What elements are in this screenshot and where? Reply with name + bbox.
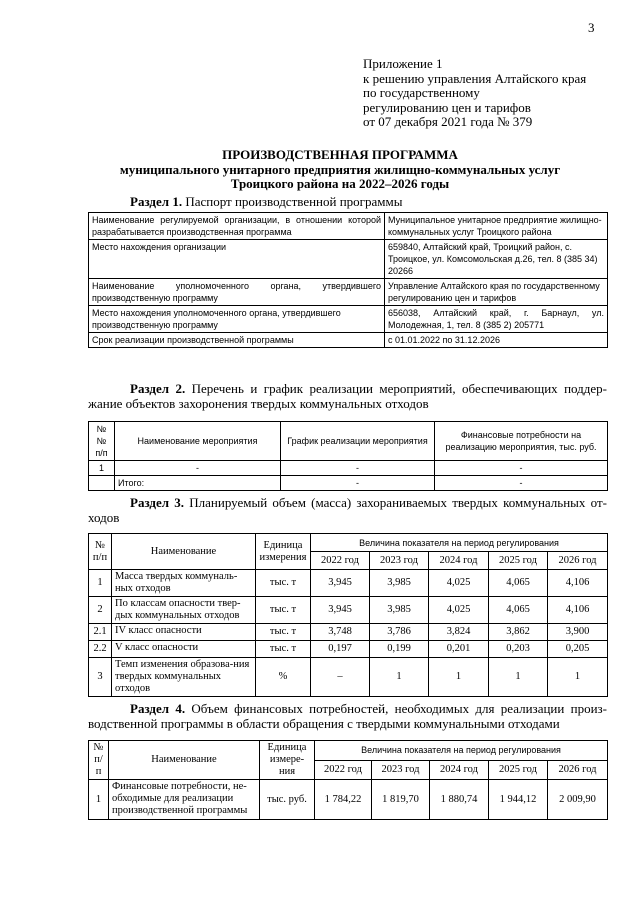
row-num: 2.1 (89, 624, 112, 641)
cell: - (435, 461, 608, 476)
cell (89, 476, 115, 491)
title-line: ПРОИЗВОДСТВЕННАЯ ПРОГРАММА (222, 147, 458, 162)
table-row (89, 780, 608, 820)
measures-table (88, 421, 608, 491)
section4-heading: Раздел 4. Объем финансовых потребностей, необходимых для реализации произ-водственной программы в области обращения с твердыми коммунальными отходами (88, 701, 608, 731)
passport-label: Срок реализации производственной программы (89, 333, 385, 348)
header-measure: Наименование мероприятия (115, 422, 281, 461)
row-unit: % (256, 658, 311, 697)
row-unit: тыс. т (256, 597, 311, 624)
cell: - (115, 461, 281, 476)
row-value: 0,199 (370, 641, 429, 658)
page-number: 3 (588, 20, 595, 35)
header-unit: Единица измерения (256, 534, 311, 570)
row-value: 3,862 (489, 624, 548, 641)
row-value: 1 (489, 658, 548, 697)
table-row (89, 570, 608, 597)
table-row (89, 624, 608, 641)
header-name: Наименование (109, 741, 260, 780)
row-name: По классам опасности твер-дых коммунальных отходов (112, 597, 256, 624)
row-value: 1 944,12 (489, 780, 548, 820)
appendix-line: к решению управления Алтайского края (363, 70, 587, 86)
header-year: 2025 год (489, 552, 548, 570)
row-value: 4,065 (489, 597, 548, 624)
row-value: 1 (429, 658, 489, 697)
row-value: 3,900 (548, 624, 608, 641)
passport-table (88, 212, 608, 348)
section3-heading: Раздел 3. Планируемый объем (масса) захораниваемых твердых коммунальных от-ходов (88, 495, 607, 525)
header-unit: Единица измере-ния (260, 741, 315, 780)
row-num: 3 (89, 658, 112, 697)
header-finance: Финансовые потребности на реализацию мероприятия, тыс. руб. (435, 422, 608, 461)
passport-row (89, 279, 608, 306)
header-schedule: График реализации мероприятия (281, 422, 435, 461)
row-value: 4,025 (429, 597, 489, 624)
row-num: 1 (89, 780, 109, 820)
header-year: 2026 год (548, 760, 608, 780)
header-year: 2025 год (489, 760, 548, 780)
cell: - (435, 476, 608, 491)
row-name: Финансовые потребности, не-обходимые для реализации производственной программы (109, 780, 260, 820)
row-value: – (311, 658, 370, 697)
row-value: 3,945 (311, 570, 370, 597)
row-value: 3,748 (311, 624, 370, 641)
passport-row (89, 306, 608, 333)
passport-label: Наименование регулируемой организации, в отношении которой разрабатывается производственная программа (89, 213, 385, 240)
row-value: 0,201 (429, 641, 489, 658)
appendix-line: по государственному (363, 85, 480, 100)
passport-value: с 01.01.2022 по 31.12.2026 (385, 333, 608, 348)
passport-row (89, 240, 608, 279)
title-line: Троицкого района на 2022–2026 годы (230, 176, 450, 191)
header-num: №№ п/п (89, 422, 115, 461)
header-year: 2022 год (315, 760, 372, 780)
row-unit: тыс. т (256, 641, 311, 658)
row-num: 1 (89, 570, 112, 597)
row-value: 0,205 (548, 641, 608, 658)
table-row (89, 658, 608, 697)
cell: - (281, 476, 435, 491)
finance-table (88, 740, 608, 820)
row-value: 1 784,22 (315, 780, 372, 820)
row-name: Масса твердых коммуналь-ных отходов (112, 570, 256, 597)
row-name: Темп изменения образова-ния твердых коммунальных отходов (112, 658, 256, 697)
appendix-line: от 07 декабря 2021 года № 379 (363, 114, 533, 129)
row-value: 4,106 (548, 597, 608, 624)
header-period: Величина показателя на период регулирования (315, 741, 608, 761)
passport-label: Место нахождения организации (89, 240, 385, 279)
row-value: 3,985 (370, 597, 429, 624)
header-year: 2023 год (372, 760, 430, 780)
row-unit: тыс. т (256, 624, 311, 641)
row-value: 1 (370, 658, 429, 697)
appendix-line: Приложение 1 (363, 56, 443, 71)
passport-label: Место нахождения уполномоченного органа, утвердившего производственную программу (89, 306, 385, 333)
header-year: 2024 год (430, 760, 489, 780)
row-value: 1 (548, 658, 608, 697)
header-num: № п/ п (89, 741, 109, 780)
row-value: 4,025 (429, 570, 489, 597)
passport-row (89, 213, 608, 240)
appendix-line: регулированию цен и тарифов (363, 99, 531, 115)
row-value: 3,945 (311, 597, 370, 624)
passport-value: Управление Алтайского края по государственному регулированию цен и тарифов (385, 279, 608, 306)
passport-value: 656038, Алтайский край, г. Барнаул, ул. Молодежная, 1, тел. 8 (385 2) 205771 (385, 306, 608, 333)
passport-value: Муниципальное унитарное предприятие жилищно-коммунальных услуг Троицкого района (385, 213, 608, 240)
row-value: 3,824 (429, 624, 489, 641)
row-unit: тыс. т (256, 570, 311, 597)
passport-label: Наименование уполномоченного органа, утвердившего производственную программу (89, 279, 385, 306)
row-value: 1 880,74 (430, 780, 489, 820)
passport-value: 659840, Алтайский край, Троицкий район, с. Троицкое, ул. Комсомольская д.26, тел. 8 (385 34) 20266 (385, 240, 608, 279)
section2-heading: Раздел 2. Перечень и график реализации мероприятий, обеспечивающих поддер-жание объектов захоронения твердых коммунальных отходов (88, 381, 607, 411)
row-value: 4,065 (489, 570, 548, 597)
row-value: 0,197 (311, 641, 370, 658)
row-name: IV класс опасности (112, 624, 256, 641)
header-num: № п/п (89, 534, 112, 570)
header-year: 2024 год (429, 552, 489, 570)
row-name: V класс опасности (112, 641, 256, 658)
title-line: муниципального унитарного предприятия жилищно-коммунальных услуг (119, 161, 561, 177)
row-value: 3,985 (370, 570, 429, 597)
row-value: 3,786 (370, 624, 429, 641)
table-row (89, 641, 608, 658)
row-value: 4,106 (548, 570, 608, 597)
row-value: 1 819,70 (372, 780, 430, 820)
passport-row (89, 333, 608, 348)
cell-total-label: Итого: (115, 476, 281, 491)
document-title (60, 148, 620, 192)
table-row (89, 597, 608, 624)
row-num: 2 (89, 597, 112, 624)
cell: - (281, 461, 435, 476)
header-period: Величина показателя на период регулирования (311, 534, 608, 552)
cell: 1 (89, 461, 115, 476)
row-value: 2 009,90 (548, 780, 608, 820)
header-year: 2026 год (548, 552, 608, 570)
section1-heading: Раздел 1. Паспорт производственной программы (130, 194, 403, 209)
header-year: 2023 год (370, 552, 429, 570)
volume-table (88, 533, 608, 697)
row-unit: тыс. руб. (260, 780, 315, 820)
header-name: Наименование (112, 534, 256, 570)
header-year: 2022 год (311, 552, 370, 570)
appendix-block (363, 57, 586, 130)
row-num: 2.2 (89, 641, 112, 658)
row-value: 0,203 (489, 641, 548, 658)
